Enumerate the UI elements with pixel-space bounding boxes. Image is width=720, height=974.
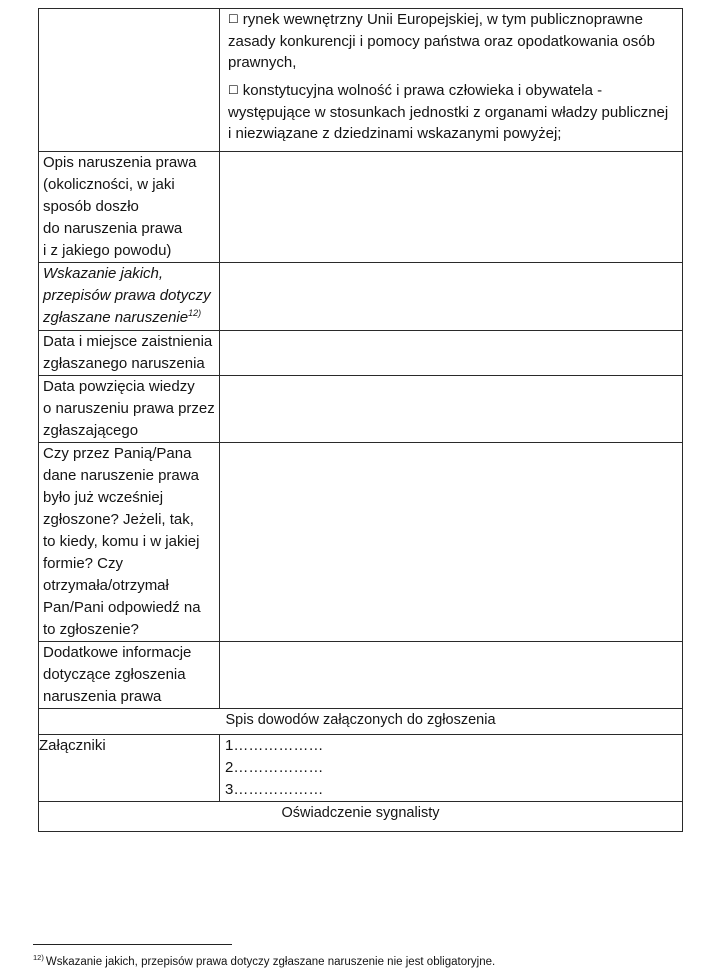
knowledge-date-label xyxy=(39,376,220,443)
previous-report-row xyxy=(39,443,683,642)
violation-area-row xyxy=(39,9,683,152)
label-line: sposób doszło xyxy=(43,198,139,215)
date-place-label xyxy=(39,331,220,376)
legal-provisions-label xyxy=(39,263,220,331)
option-line xyxy=(228,9,682,31)
label-line: to zgłoszenie? xyxy=(43,621,139,638)
option-line xyxy=(228,80,682,102)
label-line: dotyczące zgłoszenia xyxy=(43,666,186,683)
declaration-row xyxy=(39,802,683,832)
attachments-label: Załączniki xyxy=(39,735,220,802)
label-line: Czy przez Panią/Pana xyxy=(43,445,192,462)
previous-report-label xyxy=(39,443,220,642)
knowledge-date-answer[interactable] xyxy=(220,376,683,443)
knowledge-date-row xyxy=(39,376,683,443)
footnote-separator xyxy=(33,944,232,945)
checkbox-internal-market[interactable]: ☐ xyxy=(228,12,239,26)
label-line: o naruszeniu prawa przez xyxy=(43,400,215,417)
attachment-item[interactable]: 1……………… xyxy=(225,737,324,754)
declaration-heading: Oświadczenie sygnalisty xyxy=(39,802,683,832)
label-line: zgłaszanego naruszenia xyxy=(43,355,205,372)
attachment-item[interactable]: 2……………… xyxy=(225,759,324,776)
legal-provisions-row xyxy=(39,263,683,331)
label-line: Wskazanie jakich, xyxy=(43,265,164,282)
violation-area-options-cell xyxy=(220,9,683,152)
violation-description-answer[interactable] xyxy=(220,152,683,263)
label-line: zgłoszone? Jeżeli, tak, xyxy=(43,511,194,528)
legal-provisions-answer[interactable] xyxy=(220,263,683,331)
label-line: Dodatkowe informacje xyxy=(43,644,192,661)
label-line: dane naruszenie prawa xyxy=(43,467,199,484)
option-text: zasady konkurencji i pomocy państwa oraz opodatkowania osób xyxy=(228,33,655,50)
option-text: konstytucyjna wolność i prawa człowieka i obywatela - xyxy=(242,82,603,99)
attachment-item[interactable]: 3……………… xyxy=(225,781,324,798)
label-line: zgłaszającego xyxy=(43,422,139,439)
label-line: otrzymała/otrzymał xyxy=(43,577,169,594)
label-line: naruszenia prawa xyxy=(43,688,162,705)
label-line: Data i miejsce zaistnienia xyxy=(43,333,213,350)
evidence-heading-row xyxy=(39,709,683,735)
violation-description-row xyxy=(39,152,683,263)
option-text: występujące w stosunkach jednostki z organami władzy publicznej xyxy=(228,104,669,121)
label-line: to kiedy, komu i w jakiej xyxy=(43,533,200,550)
label-line: do naruszenia prawa xyxy=(43,220,183,237)
previous-report-answer[interactable] xyxy=(220,443,683,642)
footnote-reference: 12) xyxy=(188,308,202,318)
additional-info-label xyxy=(39,642,220,709)
label-line: Pan/Pani odpowiedź na xyxy=(43,599,201,616)
checkbox-constitutional-rights[interactable]: ☐ xyxy=(228,83,239,97)
option-text: rynek wewnętrzny Unii Europejskiej, w tym publicznoprawne xyxy=(242,11,643,28)
label-text: zgłaszane naruszenie xyxy=(43,309,189,326)
label-line: przepisów prawa dotyczy xyxy=(43,287,211,304)
label-line: Data powzięcia wiedzy xyxy=(43,378,195,395)
additional-info-row xyxy=(39,642,683,709)
label-line: formie? Czy xyxy=(43,555,124,572)
label-line: (okoliczności, w jaki xyxy=(43,176,175,193)
footnote-text: Wskazanie jakich, przepisów prawa dotyczy zgłaszane naruszenie nie jest obligatoryjne. xyxy=(45,956,496,968)
label-line: było już wcześniej xyxy=(43,489,164,506)
violation-area-label-cell xyxy=(39,9,220,152)
label-line xyxy=(43,307,219,329)
additional-info-answer[interactable] xyxy=(220,642,683,709)
option-text: i niezwiązane z dziedzinami wskazanymi powyżej; xyxy=(228,125,562,142)
violation-description-label xyxy=(39,152,220,263)
area-option-constitutional-rights xyxy=(228,80,682,144)
attachments-list xyxy=(220,735,683,802)
option-text: prawnych, xyxy=(228,54,297,71)
label-line: Opis naruszenia prawa xyxy=(43,154,197,171)
label-line: i z jakiego powodu) xyxy=(43,242,172,259)
evidence-section-heading: Spis dowodów załączonych do zgłoszenia xyxy=(39,709,683,735)
attachments-row xyxy=(39,735,683,802)
date-place-answer[interactable] xyxy=(220,331,683,376)
footnote xyxy=(33,954,495,970)
date-place-row xyxy=(39,331,683,376)
whistleblower-report-form xyxy=(38,8,683,832)
area-option-internal-market xyxy=(228,9,682,73)
footnote-marker: 12) xyxy=(33,953,44,963)
